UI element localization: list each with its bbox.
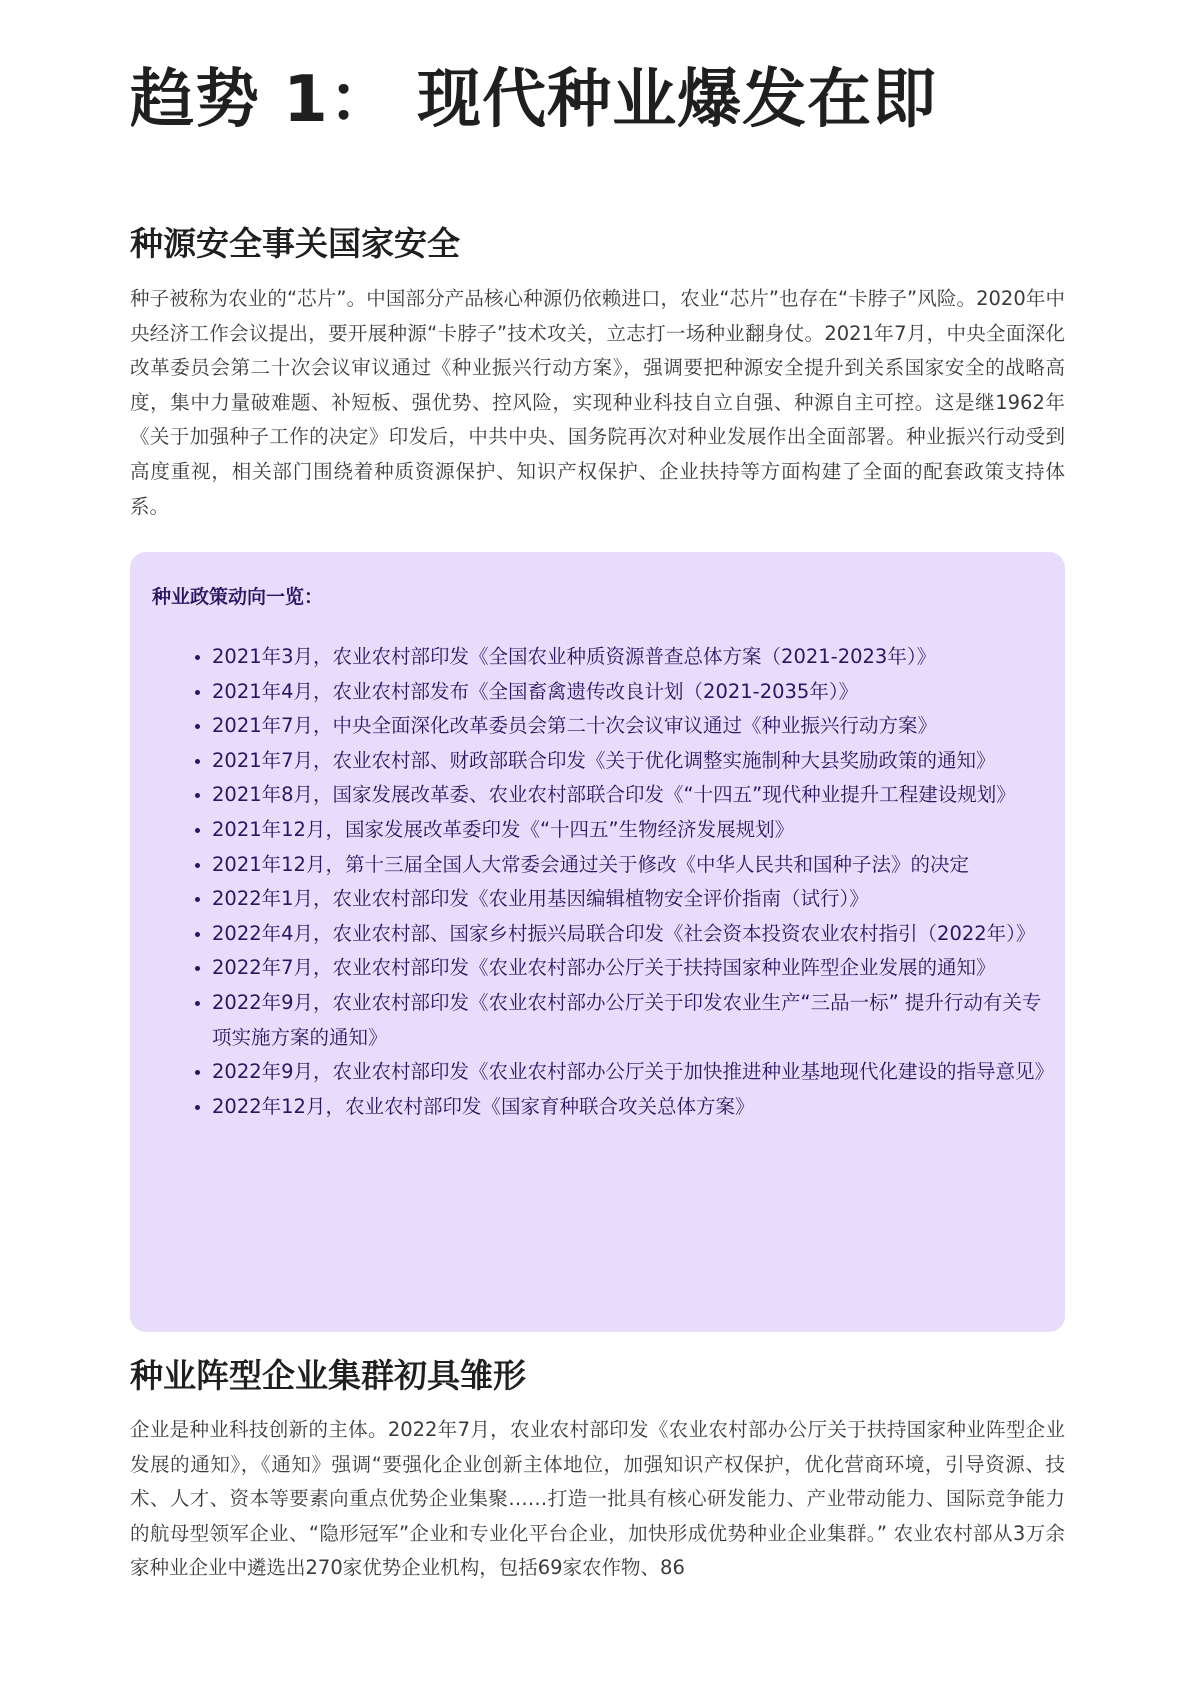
list-item: • 2022年1月，农业农村部印发《农业用基因编辑植物安全评价指南（试行）》 bbox=[212, 882, 1054, 917]
section-heading-seed-security: 种源安全事关国家安全 bbox=[130, 224, 460, 263]
list-item: • 2022年9月，农业农村部印发《农业农村部办公厅关于印发农业生产“三品一标” 提升行动有关专项实施方案的通知》 bbox=[212, 986, 1054, 1055]
list-item: • 2022年12月，农业农村部印发《国家育种联合攻关总体方案》 bbox=[212, 1090, 1054, 1125]
policy-trends-box bbox=[130, 552, 1065, 1332]
list-item: • 2021年7月，农业农村部、财政部联合印发《关于优化调整实施制种大县奖励政策的通知》 bbox=[212, 744, 1054, 779]
policy-box-title: 种业政策动向一览： bbox=[152, 586, 324, 608]
section-heading-enterprise-cluster: 种业阵型企业集群初具雏形 bbox=[130, 1356, 526, 1395]
list-item: • 2021年12月，第十三届全国人大常委会通过关于修改《中华人民共和国种子法》的决定 bbox=[212, 848, 1054, 883]
list-item: • 2021年4月，农业农村部发布《全国畜禽遗传改良计划（2021-2035年）》 bbox=[212, 675, 1054, 710]
list-item: • 2021年7月，中央全面深化改革委员会第二十次会议审议通过《种业振兴行动方案》 bbox=[212, 709, 1054, 744]
list-item: • 2021年12月，国家发展改革委印发《“十四五”生物经济发展规划》 bbox=[212, 813, 1054, 848]
section-paragraph-enterprise-cluster: 企业是种业科技创新的主体。2022年7月，农业农村部印发《农业农村部办公厅关于扶持国家种业阵型企业发展的通知》，《通知》强调“要强化企业创新主体地位，加强知识产权保护，优化营商环境，引导资源、技术、人才、资本等要素向重点优势企业集聚……打造一批具有核心研发能力、产业带动能力、国际竞争能力的航母型领军企业、“隐形冠军”企业和专业化平台企业，加快形成优势种业企业集群。” 农业农村部从3万余家种业企业中遴选出270家优势企业机构，包括69家农作物、86 bbox=[130, 1418, 1065, 1580]
page-title: 趋势 1： 现代种业爆发在即 bbox=[130, 63, 938, 137]
list-item: • 2021年3月，农业农村部印发《全国农业种质资源普查总体方案（2021-2023年）》 bbox=[212, 640, 1054, 675]
list-item: • 2022年4月，农业农村部、国家乡村振兴局联合印发《社会资本投资农业农村指引（2022年）》 bbox=[212, 917, 1054, 952]
list-item: • 2021年8月，国家发展改革委、农业农村部联合印发《“十四五”现代种业提升工程建设规划》 bbox=[212, 778, 1054, 813]
policy-list bbox=[180, 640, 1054, 1124]
list-item: • 2022年7月，农业农村部印发《农业农村部办公厅关于扶持国家种业阵型企业发展的通知》 bbox=[212, 951, 1054, 986]
section-paragraph-seed-security: 种子被称为农业的“芯片”。中国部分产品核心种源仍依赖进口，农业“芯片”也存在“卡脖子”风险。2020年中央经济工作会议提出，要开展种源“卡脖子”技术攻关，立志打一场种业翻身仗。2021年7月，中央全面深化改革委员会第二十次会议审议通过《种业振兴行动方案》，强调要把种源安全提升到关系国家安全的战略高度，集中力量破难题、补短板、强优势、控风险，实现种业科技自立自强、种源自主可控。这是继1962年《关于加强种子工作的决定》印发后，中共中央、国务院再次对种业发展作出全面部署。种业振兴行动受到高度重视，相关部门围绕着种质资源保护、知识产权保护、企业扶持等方面构建了全面的配套政策支持体系。 bbox=[130, 287, 1065, 518]
list-item: • 2022年9月，农业农村部印发《农业农村部办公厅关于加快推进种业基地现代化建设的指导意见》 bbox=[212, 1055, 1054, 1090]
